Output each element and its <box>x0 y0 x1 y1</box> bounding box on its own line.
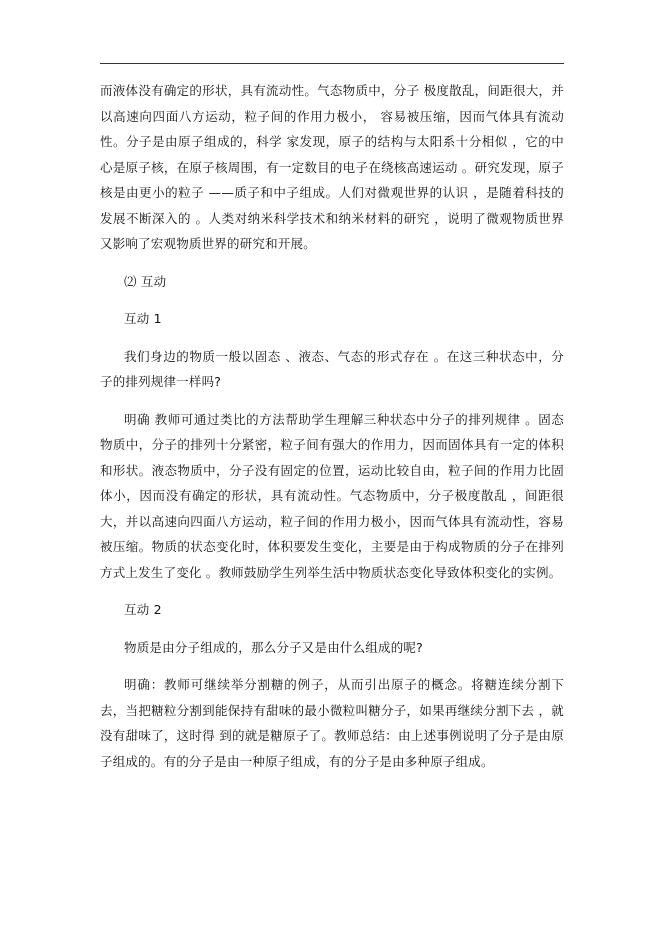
paragraph-answer-2: 明确：教师可继续举分割糖的例子，从而引出原子的概念。将糖连续分割下去，当把糖粒分割到能保持有甜味的最小微粒叫糖分子，如果再继续分割下去 ，就没有甜味了，这时得 到的就是糖原子了。教师总结：由上述事例说明了分子是由原子组成的。有的分子是由一种原子组成，有的分子是由多种原子组成。 <box>100 677 564 769</box>
paragraph-question-2: 物质是由分子组成的，那么分子又是由什么组成的呢? <box>124 639 423 655</box>
section-heading-interaction: ⑵ 互动 <box>124 273 167 289</box>
paragraph-question-1: 我们身边的物质一般以固态 、液态、气态的形式存在 。在这三种状态中，分子的排列规律一样吗? <box>100 348 564 389</box>
document-body <box>100 78 564 774</box>
paragraph-states-of-matter: 而液体没有确定的形状，具有流动性。气态物质中，分子 极度散乱，间距很大，并以高速向四面八方运动，粒子间的作用力极小， 容易被压缩，因而气体具有流动性。分子是由原子组成的，科学 家发现，原子的结构与太阳系十分相似 ，它的中心是原子核，在原子核周围，有一定数目的电子在绕核高速运动 。研究发现，原子核是由更小的粒子 ——质子和中子组成。人们对微观世界的认识 ，是随着科技的发展不断深入的 。人类对纳米科学技术和纳米材料的研究 ，说明了微观物质世界又影响了宏观物质世界的研究和开展。 <box>100 83 564 251</box>
paragraph-answer-1: 明确 教师可通过类比的方法帮助学生理解三种状态中分子的排列规律 。固态物质中，分子的排列十分紧密，粒子间有强大的作用力，因而固体具有一定的体积和形状。液态物质中，分子没有固定的位置，运动比较自由，粒子间的作用力比固体小，因而没有确定的形状，具有流动性。气态物质中，分子极度散乱 ，间距很大，并以高速向四面八方运动，粒子间的作用力极小，因而气体具有流动性，容易被压缩。物质的状态变化时，体积要发生变化，主要是由于构成物质的分子在排列方式上发生了变化 。教师鼓励学生列举生活中物质状态变化导致体积变化的实例。 <box>100 411 564 580</box>
heading-interaction-2: 互动 2 <box>124 602 162 617</box>
header-rule <box>100 63 564 64</box>
heading-interaction-1: 互动 1 <box>124 311 162 326</box>
